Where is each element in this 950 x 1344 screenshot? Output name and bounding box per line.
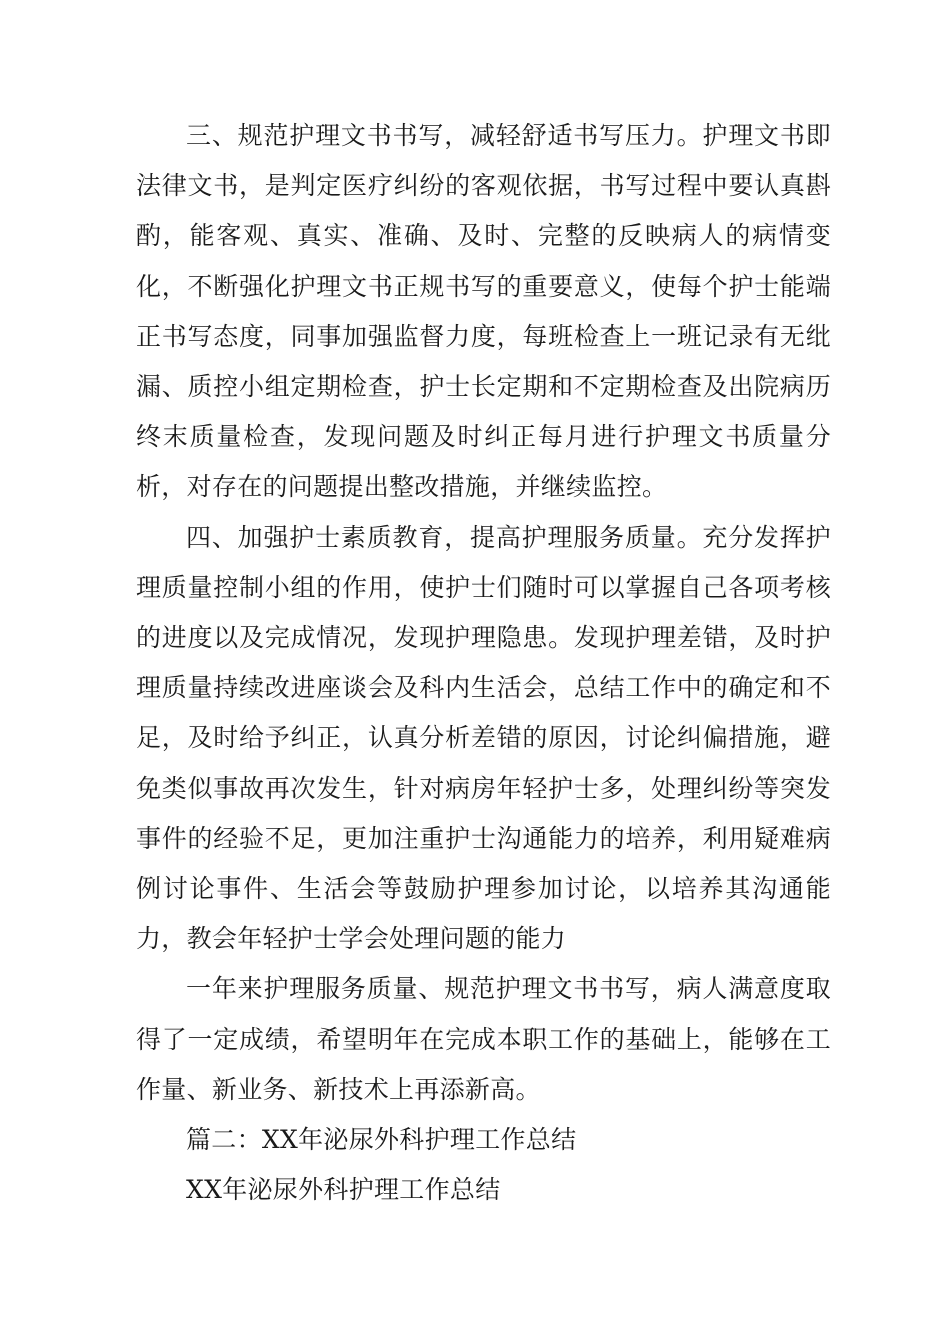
document-title: XX年泌尿外科护理工作总结: [186, 1175, 501, 1205]
document-page: [136, 111, 831, 1215]
paragraph-nurse-education: 四、加强护士素质教育，提高护理服务质量。充分发挥护理质量控制小组的作用，使护士们随时可以掌握自己各项考核的进度以及完成情况，发现护理隐患。发现护理差错，及时护理质量持续改进座谈会及科内生活会，总结工作中的确定和不足，及时给予纠正，认真分析差错的原因，讨论纠偏措施，避免类似事故再次发生，针对病房年轻护士多，处理纠纷等突发事件的经验不足，更加注重护士沟通能力的培养，利用疑难病例讨论事件、生活会等鼓励护理参加讨论，以培养其沟通能力，教会年轻护士学会处理问题的能力: [136, 522, 831, 954]
paragraph-year-summary: 一年来护理服务质量、规范护理文书书写，病人满意度取得了一定成绩，希望明年在完成本职工作的基础上，能够在工作量、新业务、新技术上再添新高。: [136, 974, 831, 1104]
section-heading: 篇二：XX年泌尿外科护理工作总结: [186, 1125, 577, 1155]
paragraph-standardize-records: 三、规范护理文书书写，减轻舒适书写压力。护理文书即法律文书，是判定医疗纠纷的客观依据，书写过程中要认真斟酌，能客观、真实、准确、及时、完整的反映病人的病情变化，不断强化护理文书正规书写的重要意义，使每个护士能端正书写态度，同事加强监督力度，每班检查上一班记录有无纰漏、质控小组定期检查，护士长定期和不定期检查及出院病历终末质量检查，发现问题及时纠正每月进行护理文书质量分析，对存在的问题提出整改措施，并继续监控。: [136, 121, 831, 502]
